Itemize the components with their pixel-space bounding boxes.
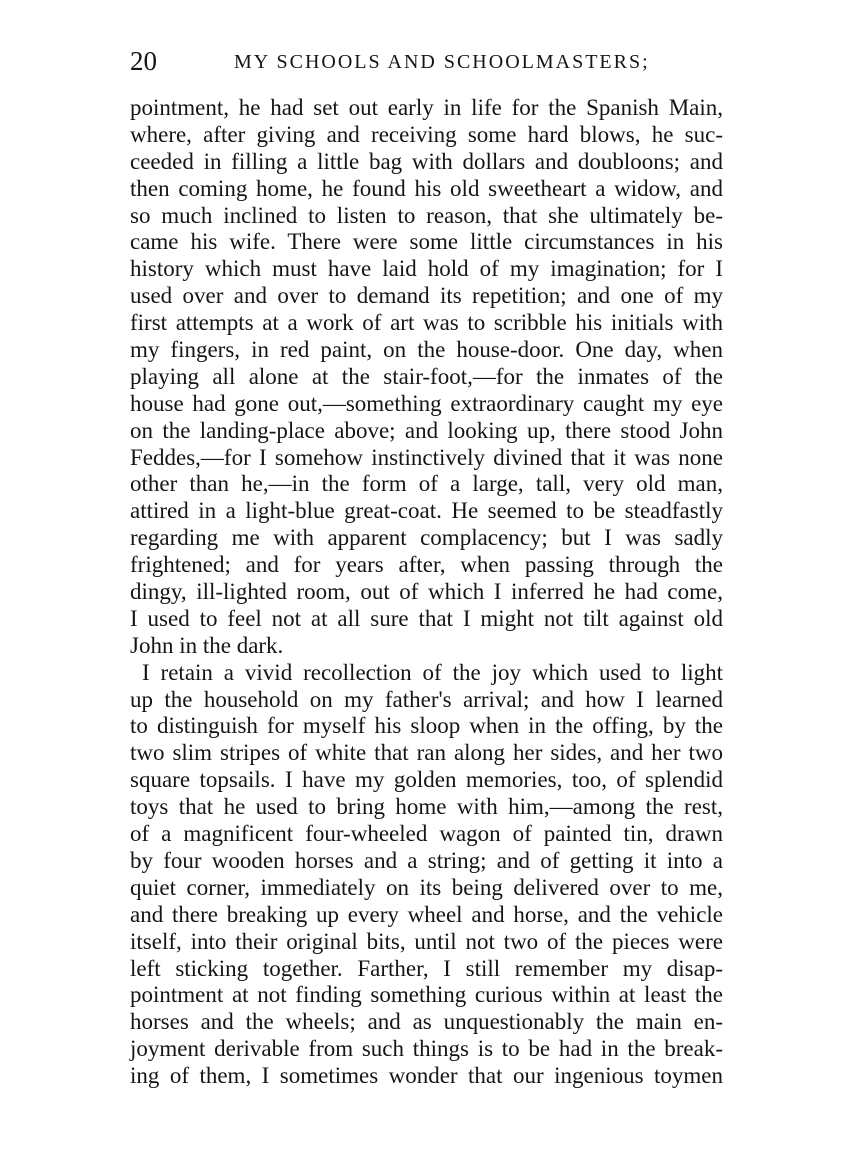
body-text (130, 95, 723, 1090)
text-line: attired in a light-blue great-coat. He seemed to be steadfastly (130, 498, 723, 524)
text-line: square topsails. I have my golden memories, too, of splendid (130, 767, 723, 793)
text-line: on the landing-place above; and looking up, there stood John (130, 417, 723, 443)
text-line: ceeded in filling a little bag with dollars and doubloons; and (130, 148, 723, 174)
text-line: regarding me with apparent complacency; but I was sadly (130, 525, 723, 551)
text-line: horses and the wheels; and as unquestionably the main en- (130, 1009, 723, 1035)
text-line: and there breaking up every wheel and horse, and the vehicle (130, 901, 723, 927)
text-line: history which must have laid hold of my imagination; for I (130, 256, 723, 282)
text-line: my fingers, in red paint, on the house-door. One day, when (130, 337, 723, 363)
paragraph-start-line: I retain a vivid recollection of the joy which used to light (142, 659, 723, 685)
text-line: by four wooden horses and a string; and of getting it into a (130, 847, 723, 873)
text-line: left sticking together. Farther, I still remember my disap- (130, 955, 723, 981)
text-line: first attempts at a work of art was to scribble his initials with (130, 310, 723, 336)
paragraph-end-line: John in the dark. (130, 632, 284, 658)
text-line: house had gone out,—something extraordinary caught my eye (130, 390, 723, 416)
text-line: other than he,—in the form of a large, tall, very old man, (130, 471, 723, 497)
text-line: pointment, he had set out early in life for the Spanish Main, (130, 95, 723, 120)
text-line: came his wife. There were some little circumstances in his (130, 229, 723, 255)
text-line: dingy, ill-lighted room, out of which I inferred he had come, (130, 579, 723, 605)
text-line: Feddes,—for I somehow instinctively divined that it was none (130, 444, 723, 470)
text-line: so much inclined to listen to reason, that she ultimately be- (130, 202, 723, 228)
page-number: 20 (130, 46, 157, 76)
text-line: then coming home, he found his old sweetheart a widow, and (130, 175, 723, 201)
text-line: two slim stripes of white that ran along her sides, and her two (130, 740, 723, 766)
running-head: MY SCHOOLS AND SCHOOLMASTERS; (234, 51, 650, 73)
text-line: where, after giving and receiving some hard blows, he suc- (130, 121, 723, 147)
text-line: itself, into their original bits, until not two of the pieces were (130, 928, 723, 954)
text-line: up the household on my father's arrival; and how I learned (130, 686, 723, 712)
text-line: toys that he used to bring home with him,—among the rest, (130, 794, 723, 820)
text-line: joyment derivable from such things is to be had in the break- (130, 1036, 723, 1062)
text-line: of a magnificent four-wheeled wagon of painted tin, drawn (130, 821, 723, 847)
text-line: ing of them, I sometimes wonder that our ingenious toymen (130, 1063, 723, 1089)
text-line: I used to feel not at all sure that I might not tilt against old (130, 605, 723, 631)
text-line: pointment at not finding something curious within at least the (130, 982, 723, 1008)
text-line: playing all alone at the stair-foot,—for the inmates of the (130, 363, 723, 389)
text-line: quiet corner, immediately on its being delivered over to me, (130, 874, 723, 900)
text-line: to distinguish for myself his sloop when in the offing, by the (130, 713, 723, 739)
text-line: used over and over to demand its repetition; and one of my (130, 283, 723, 309)
text-line: frightened; and for years after, when passing through the (130, 552, 723, 578)
page-header (130, 44, 722, 78)
